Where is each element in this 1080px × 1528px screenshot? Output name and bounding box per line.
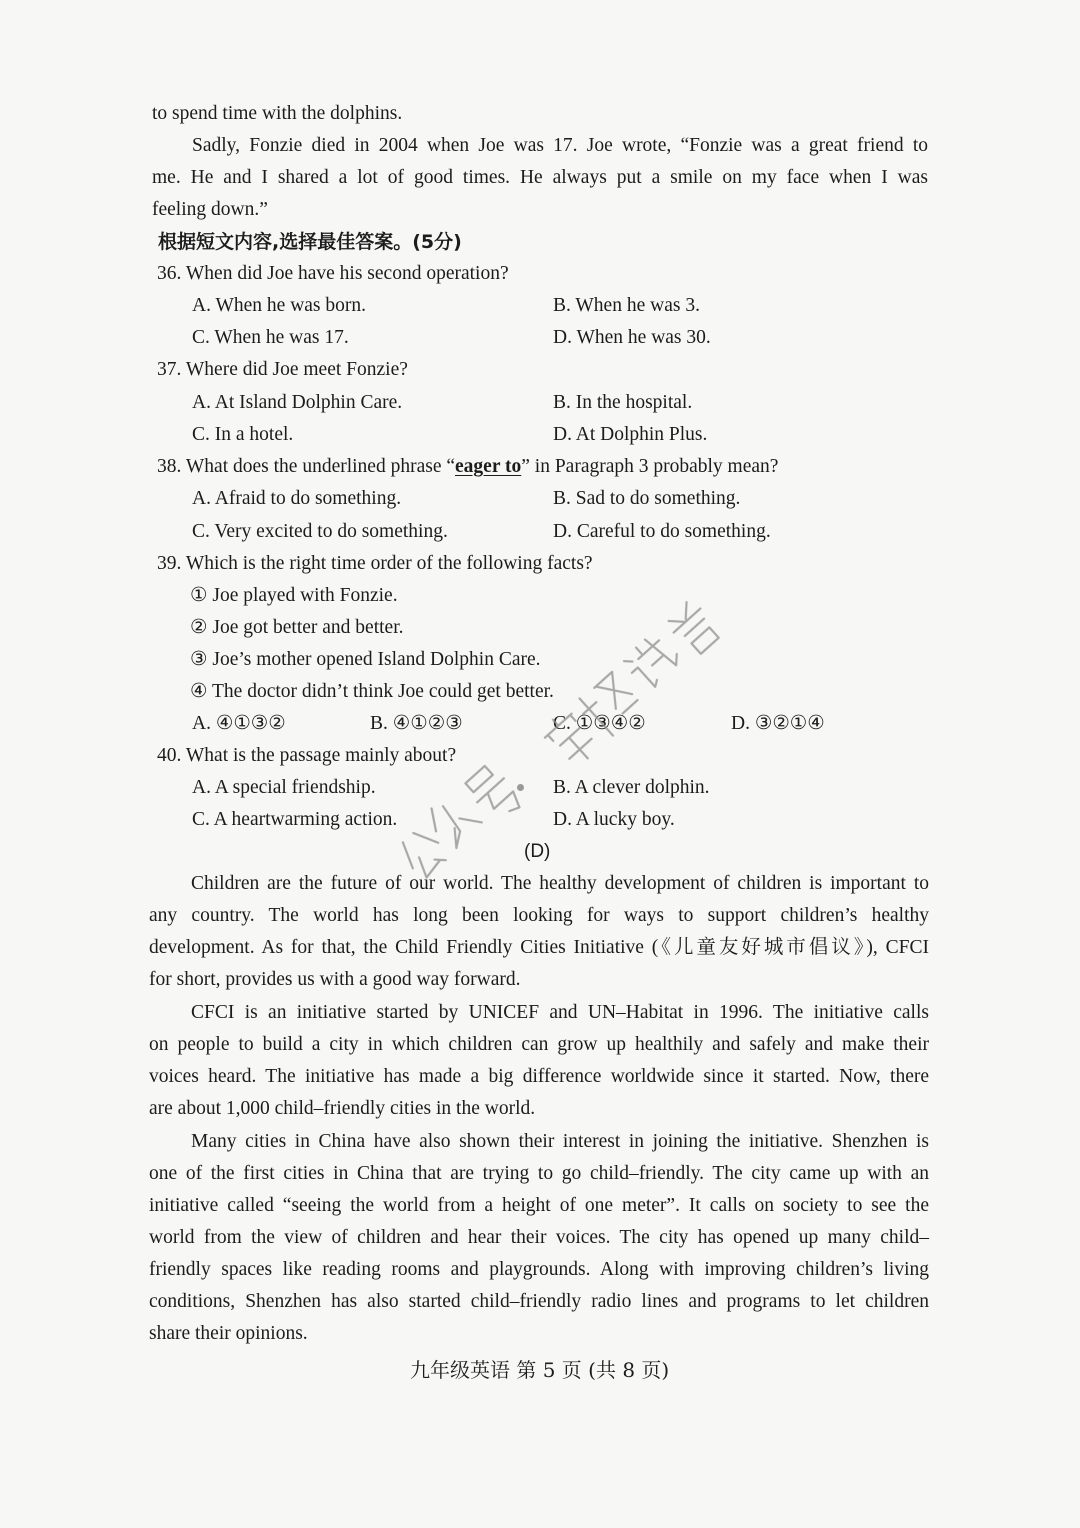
passage-c-line: me. He and I shared a lot of good times. He always put a smile on my face when I was [152, 167, 928, 188]
fact-item: ① Joe played with Fonzie. [190, 585, 398, 606]
passage-d-line: world from the view of children and hear their voices. The city has opened up many child– [149, 1227, 929, 1248]
option: B. ④①②③ [370, 713, 463, 734]
option: A. At Island Dolphin Care. [192, 392, 403, 413]
stray-dot [517, 784, 524, 791]
option: D. When he was 30. [553, 327, 711, 348]
passage-d-line: for short, provides us with a good way forward. [149, 969, 521, 990]
question-stem [157, 451, 778, 483]
passage-d-line: Children are the future of our world. The healthy development of children is important to [191, 873, 929, 894]
passage-d-line: share their opinions. [149, 1323, 308, 1344]
passage-c-line: Sadly, Fonzie died in 2004 when Joe was 17. Joe wrote, “Fonzie was a great friend to [192, 135, 928, 156]
option: D. Careful to do something. [553, 521, 771, 542]
passage-d-line: voices heard. The initiative has made a big difference worldwide since it started. Now, there [149, 1066, 929, 1087]
passage-d-line: Many cities in China have also shown their interest in joining the initiative. Shenzhen is [191, 1131, 929, 1152]
fact-item: ② Joe got better and better. [190, 617, 404, 638]
stem-text: ” in Paragraph 3 probably mean? [521, 456, 779, 477]
instruction: 根据短文内容,选择最佳答案。(5分) [158, 231, 462, 253]
fact-item: ③ Joe’s mother opened Island Dolphin Care. [190, 649, 541, 670]
passage-c-line: to spend time with the dolphins. [152, 103, 403, 124]
passage-d-line: are about 1,000 child–friendly cities in the world. [149, 1098, 536, 1119]
option: C. Very excited to do something. [192, 521, 448, 542]
option: C. When he was 17. [192, 327, 349, 348]
question-stem: 36. When did Joe have his second operation? [157, 263, 509, 284]
option: B. Sad to do something. [553, 488, 741, 509]
option: D. ③②①④ [731, 713, 825, 734]
page-footer: 九年级英语 第 5 页 (共 8 页) [410, 1358, 670, 1382]
option: C. In a hotel. [192, 424, 294, 445]
option: D. A lucky boy. [553, 809, 675, 830]
option: A. When he was born. [192, 295, 367, 316]
option: D. At Dolphin Plus. [553, 424, 708, 445]
question-stem: 39. Which is the right time order of the following facts? [157, 553, 593, 574]
section-label: (D) [524, 841, 551, 862]
passage-c-line: feeling down.” [152, 199, 268, 220]
stem-text: 38. What does the underlined phrase “ [157, 456, 456, 477]
passage-d-line: any country. The world has long been looking for ways to support children’s healthy [149, 905, 929, 926]
option: B. A clever dolphin. [553, 777, 710, 798]
option: C. A heartwarming action. [192, 809, 398, 830]
passage-d-line: CFCI is an initiative started by UNICEF and UN–Habitat in 1996. The initiative calls [191, 1002, 929, 1023]
option: A. Afraid to do something. [192, 488, 402, 509]
underlined-phrase: eager to [455, 456, 522, 477]
passage-d-line: initiative called “seeing the world from a height of one meter”. It calls on society to see the [149, 1195, 929, 1216]
option: B. In the hospital. [553, 392, 693, 413]
passage-d-line: development. As for that, the Child Friendly Cities Initiative (《儿童友好城市倡议》), CFCI [149, 937, 929, 958]
fact-item: ④ The doctor didn’t think Joe could get better. [190, 681, 554, 702]
passage-d-line: conditions, Shenzhen has also started child–friendly radio lines and programs to let children [149, 1291, 929, 1312]
passage-d-line: on people to build a city in which children can grow up healthily and safely and make their [149, 1034, 929, 1055]
question-stem: 40. What is the passage mainly about? [157, 745, 457, 766]
option: C. ①③④② [553, 713, 646, 734]
option: A. ④①③② [192, 713, 286, 734]
question-stem: 37. Where did Joe meet Fonzie? [157, 359, 408, 380]
passage-d-line: one of the first cities in China that are trying to go child–friendly. The city came up with an [149, 1163, 929, 1184]
option: B. When he was 3. [553, 295, 700, 316]
option: A. A special friendship. [192, 777, 376, 798]
passage-d-line: friendly spaces like reading rooms and playgrounds. Along with improving children’s living [149, 1259, 929, 1280]
